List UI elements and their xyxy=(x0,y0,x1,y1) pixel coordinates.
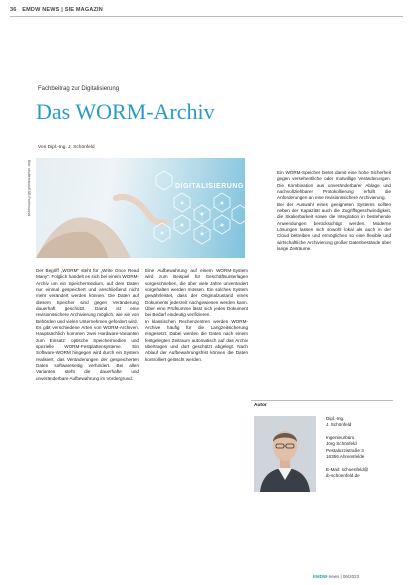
page-number: 36 xyxy=(10,7,17,13)
hero-image xyxy=(36,158,245,258)
caption-line: J. Schönfeld xyxy=(326,422,352,428)
caption-line: 16356 Ahrensfelde xyxy=(326,453,365,459)
caption-line: Dipl.-Ing. xyxy=(326,416,345,421)
author-photo xyxy=(254,416,316,492)
page-footer xyxy=(313,574,359,579)
paragraph: Es gibt verschiedene Arten von WORM-Archiven. Hauptsächlich kommen zwei Hardware-Varianten zum Einsatz: optische Speichermedien und spezielle WORM-Festplattensysteme. Ein Software-WORM hingegen wird durch ein System realisiert, das Veränderungen der gespeicherten Daten softwareseitig verhindert. Bei allen Varianten steht die dauerhafte und unveränderbare Aufbewahrung im Vordergrund. xyxy=(36,324,139,381)
author-label: Autor xyxy=(254,403,267,408)
paragraph: Ein WORM-Speicher bietet damit eine hohe Sicherheit gegen versehentliche oder mutwillige Veränderungen. Die Kombination aus unveränderbarer Ablage und nachvollziehbarer Protokollierung erfüllt die Anforderungen an eine revisionssichere Archivierung. xyxy=(277,170,391,201)
text-column-1 xyxy=(36,268,139,382)
author-rule xyxy=(251,400,393,401)
footer-brand: EMDW xyxy=(313,574,328,579)
article-title: Das WORM-Archiv xyxy=(36,99,215,124)
byline: Von Dipl.-Ing. J. Schönfeld xyxy=(38,145,95,150)
paragraph: In klassischen Rechenzentren werden WORM-Archive häufig für die Langzeitsicherung eingesetzt. Dabei werden die Daten nach einem festgelegten Zeitraum automatisch auf das Archiv übertragen und dort geschützt abgelegt. Nach Ablauf der Aufbewahrungsfrist können die Daten kontrolliert gelöscht werden. xyxy=(145,318,248,362)
caption-line: Pestalozzistraße 3 xyxy=(326,447,364,453)
caption-line: Ingenieurbüro xyxy=(326,434,355,440)
article-kicker: Fachbeitrag zur Digitalisierung xyxy=(38,86,120,92)
caption-line: ib-schoenfeld.de xyxy=(326,472,360,478)
header-rule xyxy=(10,16,403,17)
text-column-3 xyxy=(277,170,391,252)
caption-line: Jörg Schönfeld xyxy=(326,441,357,447)
author-portrait xyxy=(254,416,316,492)
image-overlay-text: DIGITALISIERUNG xyxy=(175,183,244,190)
paragraph: Der Begriff „WORM“ steht für „Write Once Read Many“. Folglich handelt es sich bei einem WORM-Archiv um ein Speichermedium, auf dem Daten nur einmal gespeichert und anschließend nicht mehr verändert werden können. Die Daten auf diesem Speicher sind gegen Veränderung dauerhaft geschützt. Damit ist eine revisionssichere Archivierung möglich, wie sie von Behörden und vielen Unternehmen gefordert wird. xyxy=(36,268,139,324)
hexagon-network-graphic xyxy=(36,158,245,258)
paragraph: Bei der Auswahl eines geeigneten Systems sollten neben der Kapazität auch die Zugriffsgeschwindigkeit, die Skalierbarkeit sowie die Integration in bestehende Anwendungen berücksichtigt werden. Moderne Lösungen lassen sich sowohl lokal als auch in der Cloud betreiben und ermöglichen so eine flexible und wirtschaftliche Archivierung großer Datenbestände über lange Zeiträume. xyxy=(277,201,391,251)
image-credit: Bild: shutterstock/ESB Professional xyxy=(27,160,31,217)
section-name: EMDW NEWS | SIE MAGAZIN xyxy=(22,7,103,13)
paragraph: Eine Aufbewahrung auf einem WORM-System wird zum Beispiel für Geschäftsunterlagen vorgeschrieben, die über viele Jahre unverändert vorgehalten werden müssen. Ein solches System gewährleistet, dass der Originalzustand eines Dokuments jederzeit nachgewiesen werden kann. Über eine Prüfsumme lässt sich jedes Dokument bei Bedarf eindeutig verifizieren. xyxy=(145,268,248,318)
caption-line: E-Mail: schoenfeld@ xyxy=(326,466,369,472)
footer-text: -news | 06/2023 xyxy=(327,574,360,579)
running-header xyxy=(10,7,103,13)
text-column-2 xyxy=(145,268,248,363)
author-caption xyxy=(326,416,396,479)
